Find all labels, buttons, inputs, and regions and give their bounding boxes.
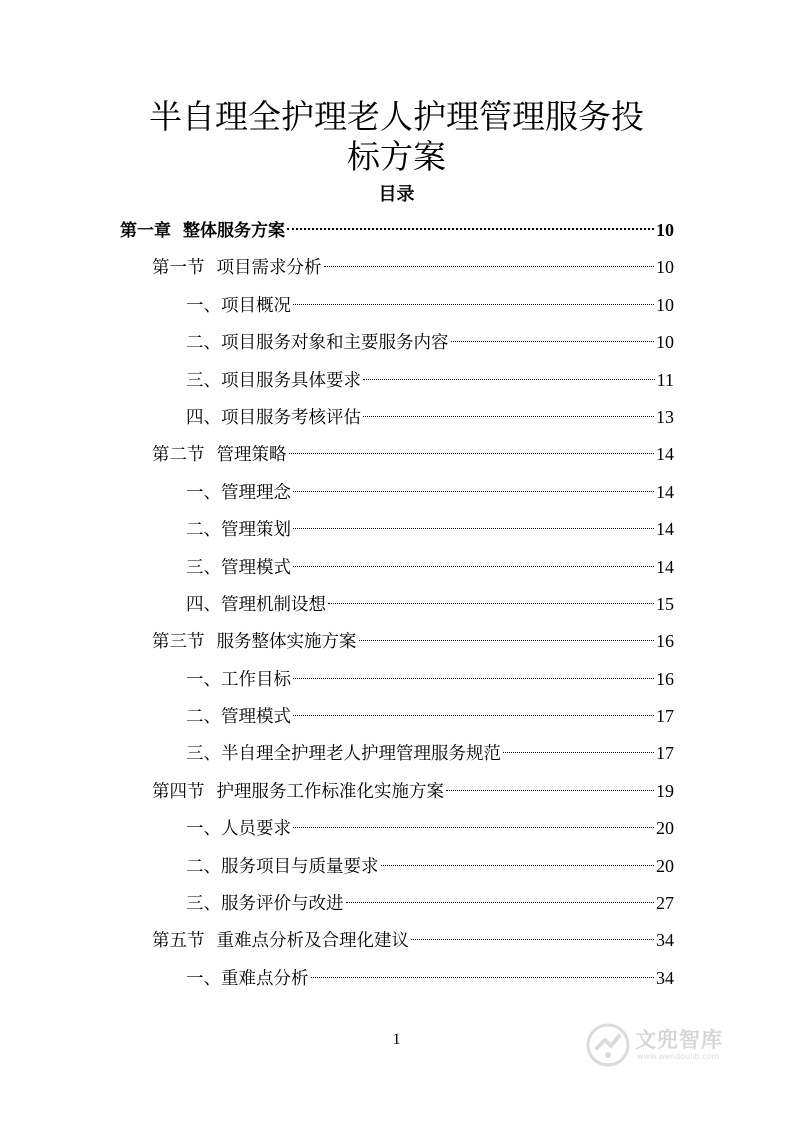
toc-dot-leader: [293, 678, 654, 679]
toc-dot-leader: [324, 266, 655, 267]
toc-dot-leader: [293, 491, 654, 492]
toc-entry-page: 16: [656, 668, 674, 689]
toc-entry-number: 三、: [186, 370, 221, 391]
toc-entry[interactable]: [120, 773, 674, 810]
page-number: 1: [392, 1031, 401, 1048]
toc-entry-number: 四、: [186, 594, 221, 615]
toc-dot-leader: [411, 939, 654, 940]
toc-entry-title: 管理机制设想: [221, 594, 326, 615]
toc-dot-leader: [503, 752, 654, 753]
toc-entry-page: 16: [656, 631, 674, 652]
toc-entry-page: 19: [656, 780, 674, 801]
toc-entry-title: 重难点分析及合理化建议: [216, 931, 409, 952]
toc-entry-number: 二、: [186, 856, 221, 877]
toc-entry[interactable]: [120, 287, 674, 324]
toc-entry[interactable]: [120, 810, 674, 847]
toc-entry-number: 三、: [186, 557, 221, 578]
toc-dot-leader: [363, 416, 654, 417]
toc-entry-number: 第一节: [152, 258, 205, 279]
toc-entry-number: 四、: [186, 407, 221, 428]
document-title-line-1: 半自理全护理老人护理管理服务投: [149, 97, 644, 136]
toc-dot-leader: [293, 715, 654, 716]
table-of-contents: [120, 212, 674, 997]
toc-entry-page: 17: [656, 743, 674, 764]
toc-entry-title: 管理模式: [221, 707, 291, 728]
toc-dot-leader: [446, 790, 654, 791]
toc-heading: 目录: [378, 184, 415, 205]
toc-entry[interactable]: [120, 885, 674, 922]
toc-entry-title: 项目服务考核评估: [221, 407, 361, 428]
toc-entry[interactable]: [120, 586, 674, 623]
toc-entry-number: 二、: [186, 707, 221, 728]
toc-entry[interactable]: [120, 362, 674, 399]
toc-entry-number: 一、: [186, 482, 221, 503]
watermark-url: www.wendoulib.com: [637, 1052, 720, 1061]
toc-entry[interactable]: [120, 399, 674, 436]
toc-entry-title: 项目服务具体要求: [221, 370, 361, 391]
toc-entry-number: 一、: [186, 295, 221, 316]
toc-entry-number: 三、: [186, 744, 221, 765]
toc-dot-leader: [328, 603, 654, 604]
toc-entry-page: 14: [656, 519, 674, 540]
toc-entry[interactable]: [120, 960, 674, 997]
toc-entry-number: 一、: [186, 968, 221, 989]
toc-entry-page: 34: [656, 967, 674, 988]
toc-entry[interactable]: [120, 212, 674, 249]
toc-entry-title: 人员要求: [221, 819, 291, 840]
toc-dot-leader: [289, 453, 655, 454]
toc-entry-title: 半自理全护理老人护理管理服务规范: [221, 744, 501, 765]
watermark: [585, 1018, 755, 1078]
toc-entry[interactable]: [120, 735, 674, 772]
toc-entry[interactable]: [120, 661, 674, 698]
toc-entry[interactable]: [120, 922, 674, 959]
toc-entry-title: 项目服务对象和主要服务内容: [221, 333, 449, 354]
toc-dot-leader: [293, 528, 654, 529]
toc-dot-leader: [293, 827, 654, 828]
toc-entry-title: 整体服务方案: [183, 221, 285, 241]
toc-entry-title: 项目概况: [221, 295, 291, 316]
toc-entry[interactable]: [120, 698, 674, 735]
toc-entry-number: 一、: [186, 819, 221, 840]
toc-entry-page: 14: [656, 444, 674, 465]
toc-entry-title: 管理策划: [221, 520, 291, 541]
toc-entry[interactable]: [120, 848, 674, 885]
toc-dot-leader: [346, 902, 655, 903]
toc-entry-page: 10: [656, 332, 674, 353]
toc-entry-title: 管理策略: [216, 445, 287, 466]
watermark-text: 文兜智库: [635, 1028, 723, 1052]
toc-entry-number: 第四节: [152, 781, 205, 802]
toc-entry-page: 20: [656, 855, 674, 876]
toc-entry-number: 第一章: [120, 221, 171, 241]
toc-entry-title: 服务项目与质量要求: [221, 856, 379, 877]
toc-entry[interactable]: [120, 511, 674, 548]
toc-entry-title: 项目需求分析: [216, 258, 322, 279]
toc-dot-leader: [451, 341, 655, 342]
watermark-logo-icon: [585, 1022, 631, 1068]
toc-entry-number: 第五节: [152, 931, 205, 952]
toc-entry-page: 15: [656, 593, 674, 614]
toc-entry-title: 工作目标: [221, 669, 291, 690]
toc-dot-leader: [311, 977, 655, 978]
toc-dot-leader: [293, 566, 654, 567]
toc-entry-number: 二、: [186, 333, 221, 354]
toc-entry-title: 管理理念: [221, 482, 291, 503]
toc-dot-leader: [359, 640, 655, 641]
toc-entry-title: 管理模式: [221, 557, 291, 578]
document-title-line-2: 标方案: [347, 137, 446, 176]
toc-entry-title: 护理服务工作标准化实施方案: [216, 781, 444, 802]
toc-entry[interactable]: [120, 549, 674, 586]
toc-entry-number: 二、: [186, 520, 221, 541]
toc-entry-number: 三、: [186, 894, 221, 915]
toc-entry-page: 13: [656, 406, 674, 427]
toc-entry-page: 14: [656, 556, 674, 577]
toc-entry[interactable]: [120, 474, 674, 511]
toc-entry-page: 10: [656, 257, 674, 278]
toc-entry[interactable]: [120, 436, 674, 473]
toc-entry-title: 重难点分析: [221, 968, 309, 989]
toc-entry-page: 10: [656, 220, 674, 240]
toc-entry-number: 一、: [186, 669, 221, 690]
toc-entry[interactable]: [120, 249, 674, 286]
toc-entry-number: 第三节: [152, 632, 205, 653]
toc-entry-page: 20: [656, 818, 674, 839]
toc-entry-page: 10: [656, 294, 674, 315]
toc-entry[interactable]: [120, 623, 674, 660]
toc-entry-page: 17: [656, 706, 674, 727]
toc-entry-page: 11: [656, 369, 674, 390]
toc-dot-leader: [293, 304, 654, 305]
toc-entry[interactable]: [120, 324, 674, 361]
toc-entry-page: 14: [656, 481, 674, 502]
toc-entry-page: 34: [656, 930, 674, 951]
toc-dot-leader: [381, 865, 655, 866]
toc-dot-leader: [287, 228, 654, 230]
toc-entry-number: 第二节: [152, 445, 205, 466]
toc-dot-leader: [363, 379, 655, 380]
toc-entry-page: 27: [656, 893, 674, 914]
toc-entry-title: 服务整体实施方案: [216, 632, 357, 653]
toc-entry-title: 服务评价与改进: [221, 894, 344, 915]
